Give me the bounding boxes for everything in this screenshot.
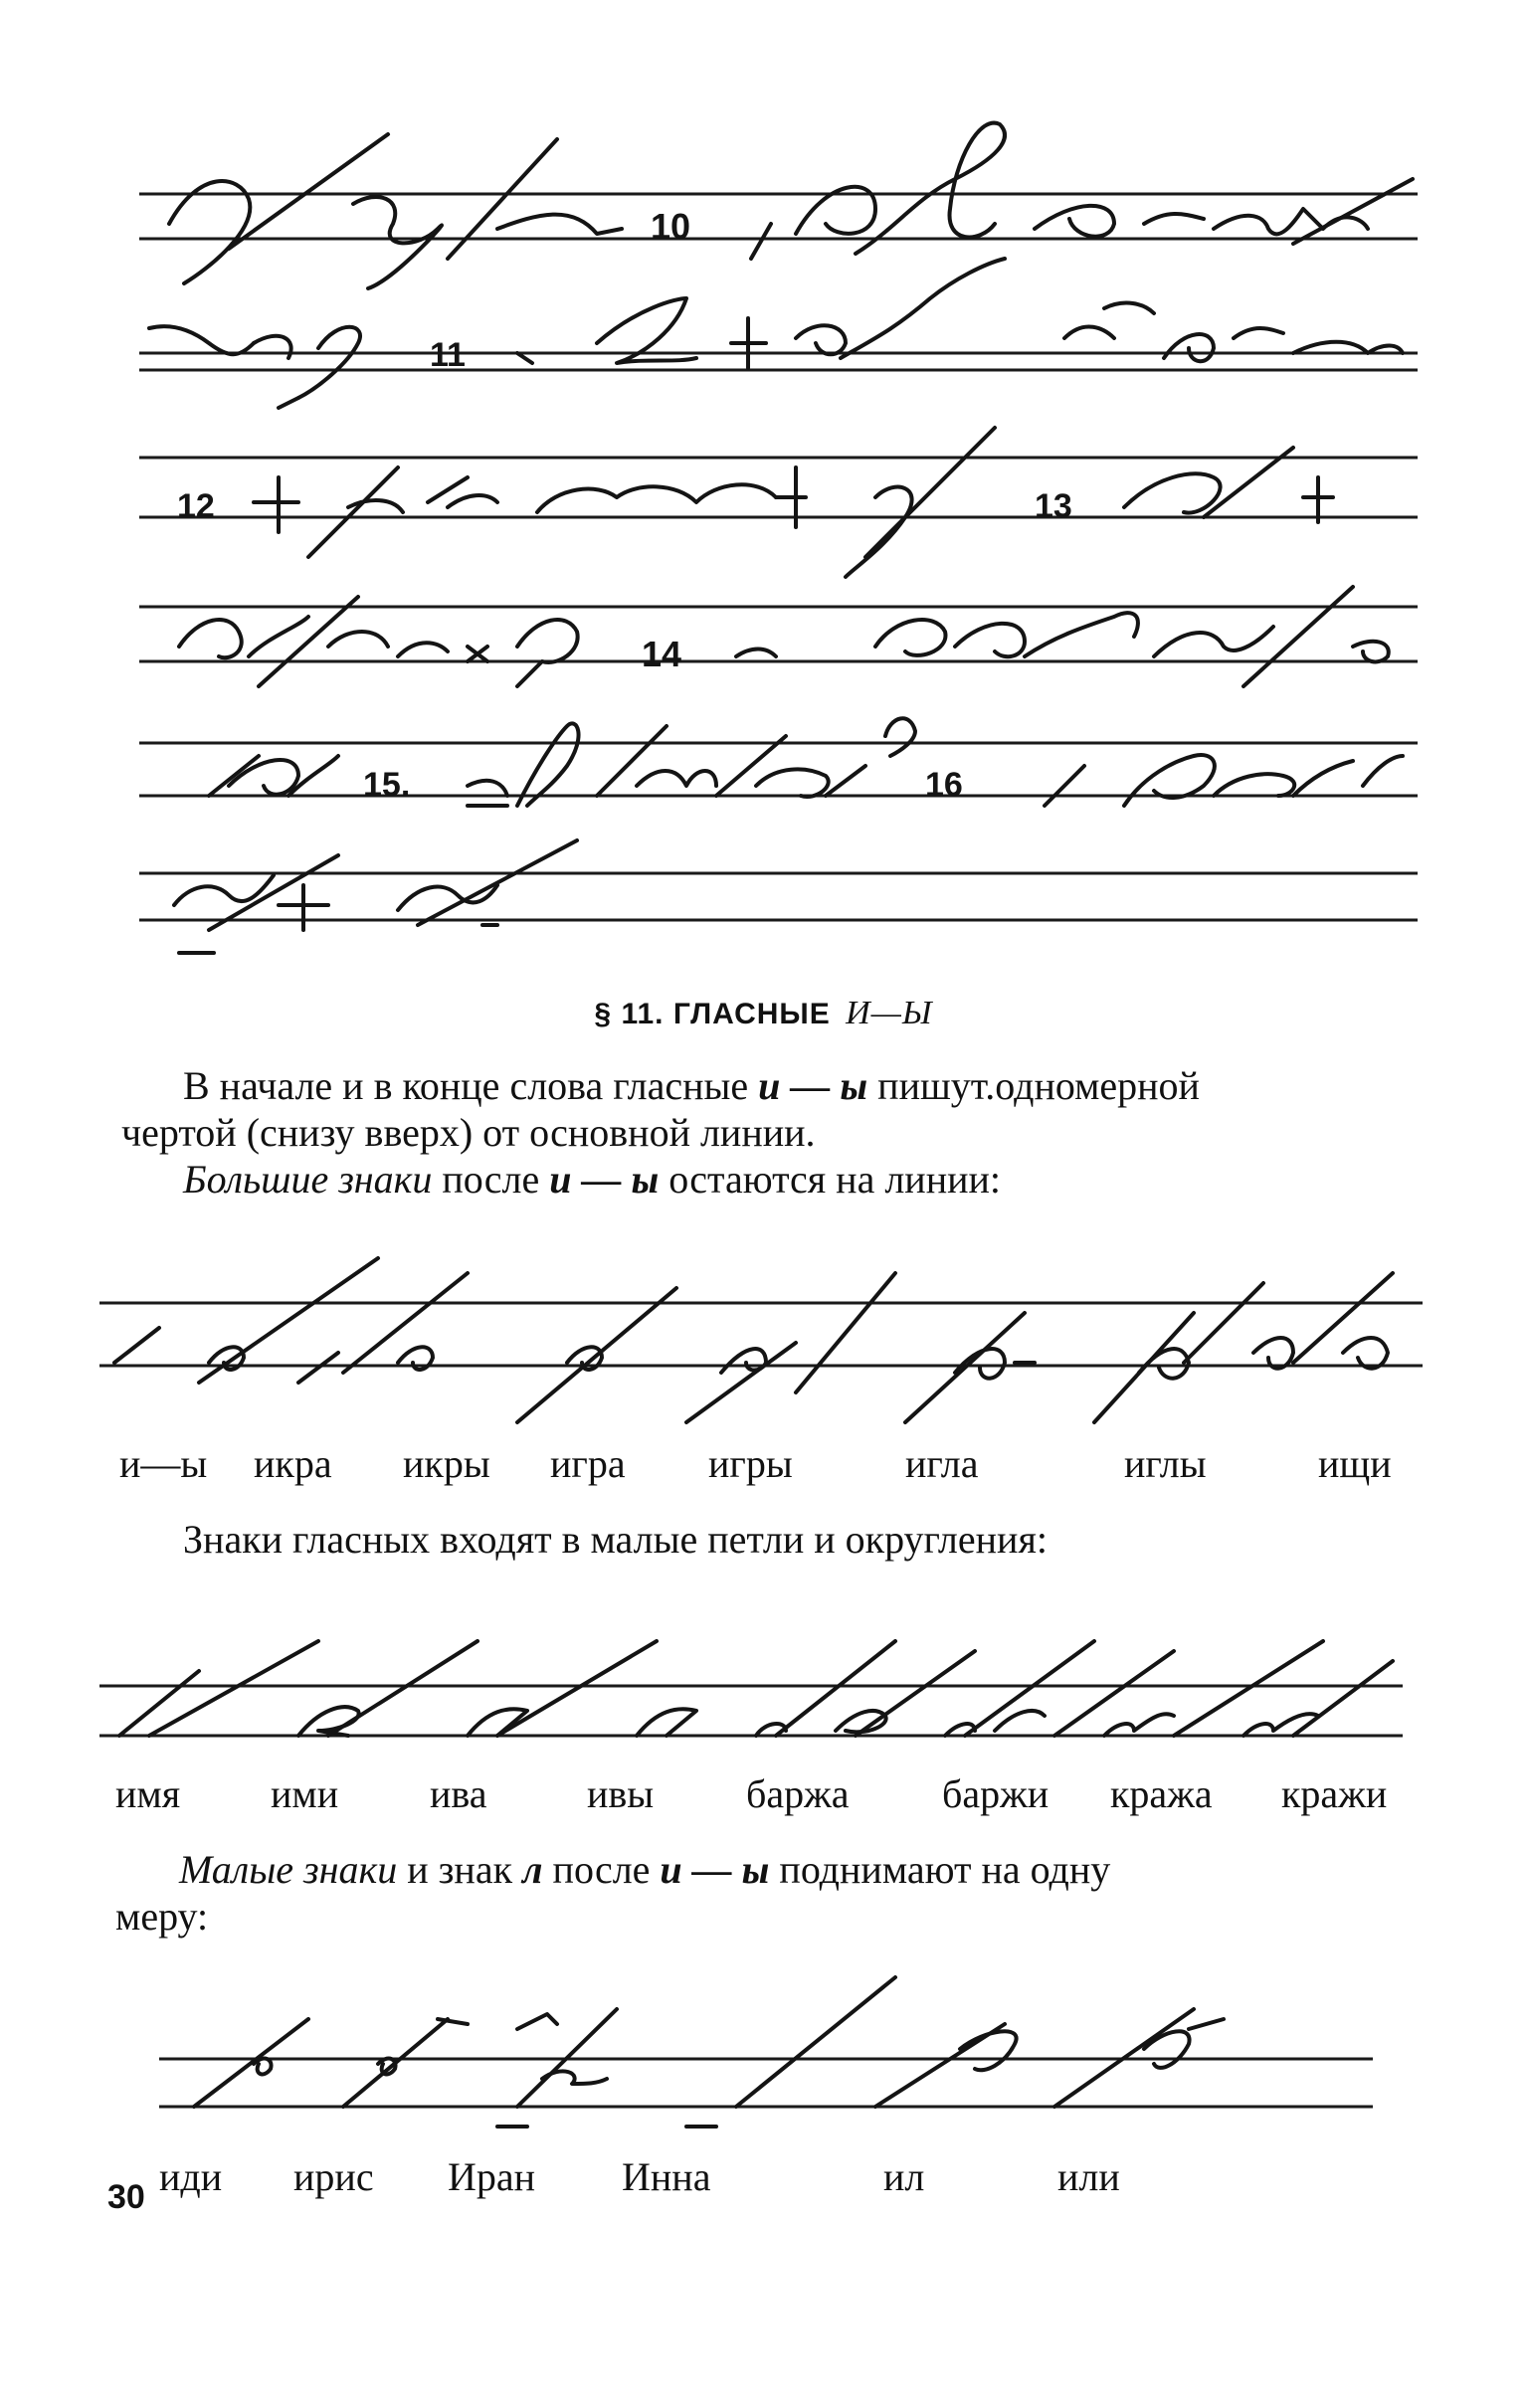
row-3-number-2: 13	[1035, 487, 1072, 525]
text: В начале и в конце слова гласные	[183, 1063, 749, 1108]
word: икра	[254, 1441, 332, 1486]
word: и—ы	[119, 1441, 208, 1486]
word: кражи	[1281, 1771, 1388, 1816]
word: игра	[550, 1441, 626, 1486]
section-title: ГЛАСНЫЕ	[672, 998, 831, 1030]
shorthand-row-2	[149, 259, 1403, 408]
word: ивы	[587, 1771, 655, 1816]
paragraph-2	[121, 1516, 1425, 1563]
section-heading	[0, 995, 1527, 1032]
paragraph-1-line-1	[121, 1062, 1425, 1109]
word: или	[1057, 2154, 1120, 2199]
text-emphasis: л	[522, 1847, 543, 1892]
text: остаются на линии:	[668, 1157, 1002, 1202]
word: иглы	[1124, 1441, 1207, 1486]
word: игры	[708, 1441, 793, 1486]
word: ива	[430, 1771, 487, 1816]
row-1-number: 10	[651, 206, 691, 247]
paragraph-3-line-2: меру:	[115, 1894, 209, 1939]
word: ил	[883, 2154, 925, 2199]
text-emphasis: и — ы	[549, 1157, 660, 1202]
shorthand-sample-block	[0, 0, 1527, 985]
word: иди	[159, 2154, 223, 2199]
row-4-number: 14	[642, 634, 682, 674]
word: баржа	[746, 1771, 850, 1816]
text: пишут.одномерной	[877, 1063, 1200, 1108]
text: и знак	[407, 1847, 513, 1892]
word-list-3	[0, 2153, 1527, 2203]
section-number: § 11.	[594, 998, 665, 1030]
text-italic: Малые знаки	[179, 1847, 398, 1892]
text: после	[442, 1157, 540, 1202]
word-list-1	[0, 1440, 1527, 1490]
paragraph-3-line-1	[115, 1846, 1429, 1893]
word: баржи	[942, 1771, 1050, 1816]
word-list-2	[0, 1770, 1527, 1820]
paragraph-1-line-3	[121, 1156, 1425, 1203]
row-5-number-2: 16	[925, 766, 963, 804]
text-emphasis: и — ы	[660, 1847, 770, 1892]
row-5-number: 15.	[363, 766, 411, 804]
shorthand-sample-vowels-loops	[0, 1611, 1527, 1760]
word: ими	[271, 1771, 339, 1816]
text: поднимают на одну	[779, 1847, 1111, 1892]
page-number: 30	[107, 2178, 145, 2216]
text: после	[552, 1847, 651, 1892]
shorthand-sample-small-signs	[0, 1969, 1527, 2129]
shorthand-row-3	[177, 428, 1333, 577]
word: ищи	[1318, 1441, 1392, 1486]
shorthand-row-6	[174, 840, 577, 953]
shorthand-row-1	[169, 123, 1413, 288]
shorthand-row-4	[179, 587, 1389, 686]
paragraph-1	[121, 1062, 1425, 1203]
paragraph-2-line-1: Знаки гласных входят в малые петли и округления:	[183, 1517, 1048, 1562]
shorthand-row-5	[209, 718, 1403, 806]
row-2-number: 11	[430, 336, 466, 374]
word: имя	[115, 1771, 181, 1816]
paragraph-1-line-2: чертой (снизу вверх) от основной линии.	[121, 1110, 816, 1155]
word: ирис	[293, 2154, 374, 2199]
word: Инна	[622, 2154, 711, 2199]
word: игла	[905, 1441, 979, 1486]
text-emphasis: и — ы	[758, 1063, 868, 1108]
row-3-number: 12	[177, 487, 215, 525]
word: кража	[1110, 1771, 1213, 1816]
section-title-italic: И—Ы	[846, 995, 933, 1031]
paragraph-3	[115, 1846, 1429, 1940]
text-italic: Большие знаки	[183, 1157, 433, 1202]
shorthand-sample-vowels-big	[0, 1233, 1527, 1432]
word: Иран	[448, 2154, 536, 2199]
word: икры	[403, 1441, 490, 1486]
